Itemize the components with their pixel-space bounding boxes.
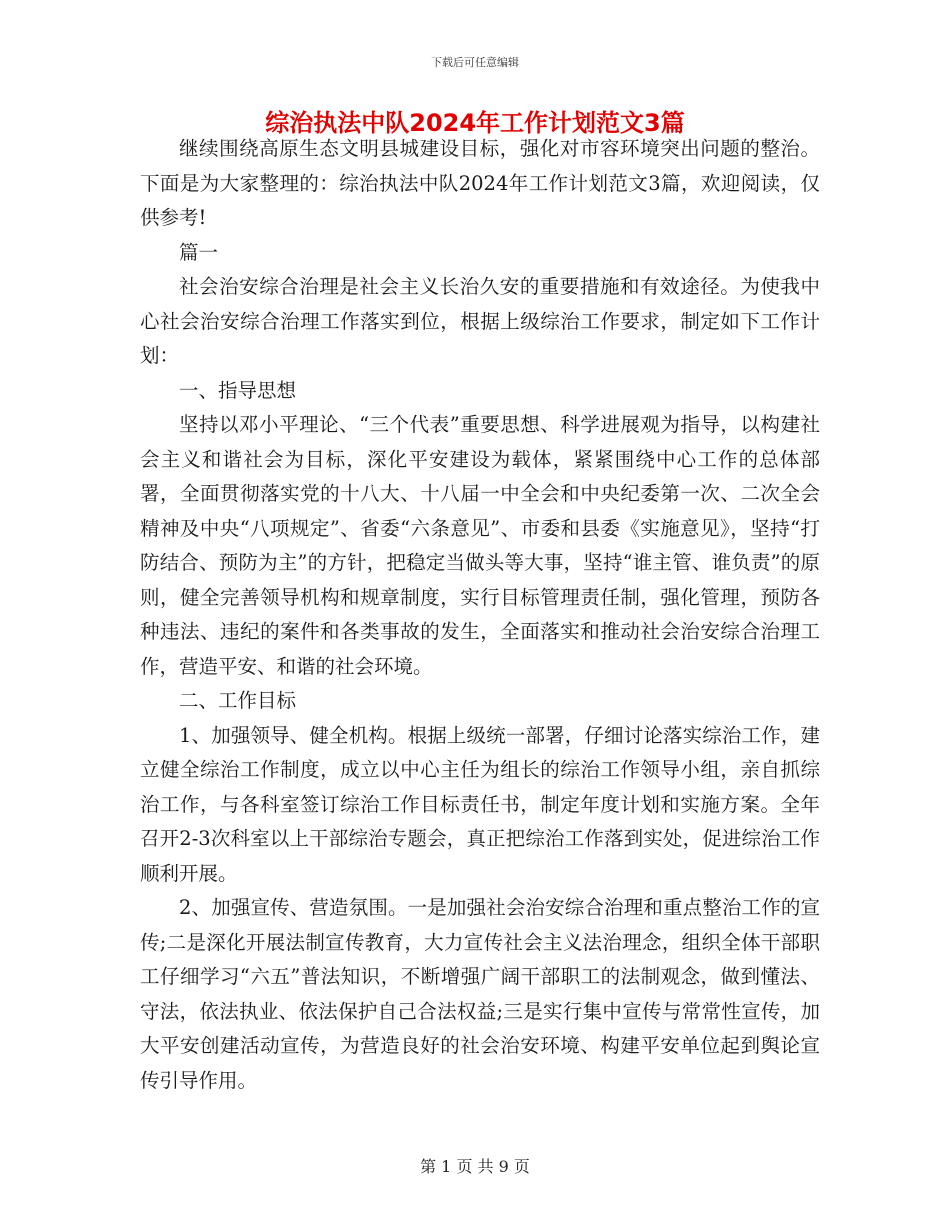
document-body bbox=[140, 132, 820, 1098]
paragraph-guiding-ideology: 坚持以邓小平理论、“三个代表”重要思想、科学进展观为指导，以构建社会主义和谐社会为目标，深化平安建设为载体，紧紧围绕中心工作的总体部署，全面贯彻落实党的十八大、十八届一中全会和中央纪委第一次、二次全会精神及中央“八项规定”、省委“六条意见”、市委和县委《实施意见》，坚持“打防结合、预防为主”的方针，把稳定当做头等大事，坚持“谁主管、谁负责”的原则，健全完善领导机构和规章制度，实行目标管理责任制，强化管理，预防各种违法、违纪的案件和各类事故的发生，全面落实和推动社会治安综合治理工作，营造平安、和谐的社会环境。 bbox=[140, 413, 820, 678]
document-title: 综治执法中队2024年工作计划范文3篇 bbox=[265, 109, 685, 137]
heading-guiding-ideology: 一、指导思想 bbox=[179, 378, 297, 402]
paragraph-goal-2: 2、加强宣传、营造氛围。一是加强社会治安综合治理和重点整治工作的宣传;二是深化开展法制宣传教育，大力宣传社会主义法治理念，组织全体干部职工仔细学习“六五”普法知识，不断增强广阔干部职工的法制观念，做到懂法、守法，依法执业、依法保护自己合法权益;三是实行集中宣传与常常性宣传，加大平安创建活动宣传，为营造良好的社会治安环境、构建平安单位起到舆论宣传引导作用。 bbox=[140, 896, 820, 1092]
heading-work-goals: 二、工作目标 bbox=[179, 689, 297, 712]
paragraph-section-label: 篇一 bbox=[179, 240, 219, 264]
page-footer: 第 1 页 共 9 页 bbox=[420, 1157, 530, 1176]
paragraph-intro: 继续围绕高原生态文明县城建设目标，强化对市容环境突出问题的整治。下面是为大家整理的：综治执法中队2024年工作计划范文3篇，欢迎阅读，仅供参考! bbox=[140, 137, 820, 229]
paragraph-goal-1: 1、加强领导、健全机构。根据上级统一部署，仔细讨论落实综治工作，建立健全综治工作制度，成立以中心主任为组长的综治工作领导小组，亲自抓综治工作，与各科室签订综治工作目标责任书，制定年度计划和实施方案。全年召开2-3次科室以上干部综治专题会，真正把综治工作落到实处，促进综治工作顺利开展。 bbox=[140, 723, 820, 885]
header-note: 下载后可任意编辑 bbox=[431, 56, 519, 69]
paragraph-overview: 社会治安综合治理是社会主义长治久安的重要措施和有效途径。为使我中心社会治安综合治理工作落实到位，根据上级综治工作要求，制定如下工作计划： bbox=[140, 275, 820, 367]
